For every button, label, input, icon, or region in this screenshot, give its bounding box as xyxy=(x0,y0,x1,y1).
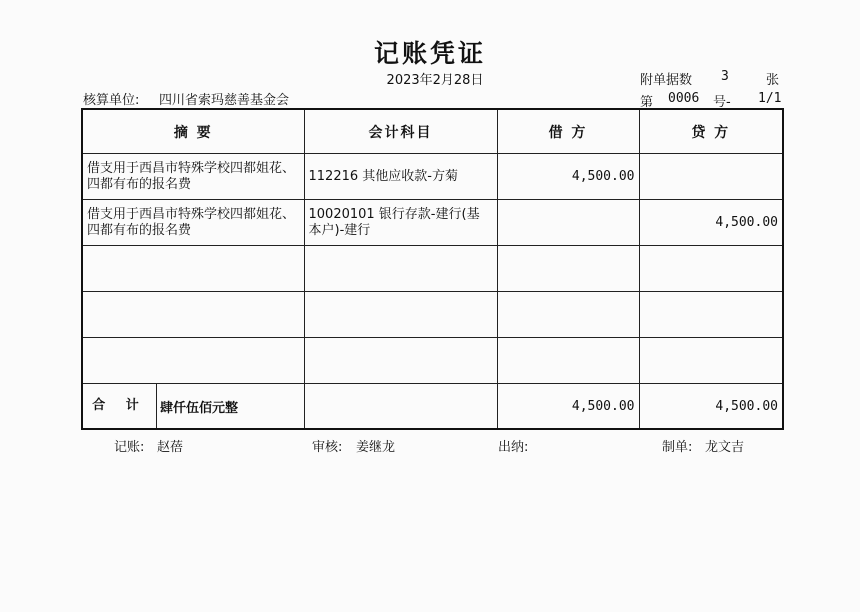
entry-summary: 借支用于西昌市特殊学校四都姐花、四都有布的报名费 xyxy=(82,200,304,246)
entry-account xyxy=(304,246,497,292)
entry-debit: 4,500.00 xyxy=(497,154,639,200)
entry-credit xyxy=(639,338,783,384)
reviewer-label: 审核: xyxy=(312,440,343,455)
voucher-number-suffix: 号- xyxy=(713,95,731,110)
header-credit: 贷 方 xyxy=(639,109,783,154)
voucher-table xyxy=(81,108,784,430)
entry-credit xyxy=(639,246,783,292)
header-summary: 摘 要 xyxy=(82,109,304,154)
voucher-page: 1/1 xyxy=(758,91,782,106)
cashier-label: 出纳: xyxy=(498,440,529,455)
preparer-name: 龙文吉 xyxy=(705,440,745,455)
bookkeeper-label: 记账: xyxy=(114,440,145,455)
total-account-cell xyxy=(304,384,497,430)
entry-summary xyxy=(82,292,304,338)
entry-summary xyxy=(82,246,304,292)
entry-account xyxy=(304,292,497,338)
entry-account: 10020101 银行存款-建行(基本户)-建行 xyxy=(304,200,497,246)
reviewer-name: 姜继龙 xyxy=(356,440,396,455)
attachments-count: 3 xyxy=(721,69,729,84)
entry-account: 112216 其他应收款-方菊 xyxy=(304,154,497,200)
total-summary-cell xyxy=(82,384,304,430)
preparer-label: 制单: xyxy=(662,440,693,455)
entry-credit: 4,500.00 xyxy=(639,200,783,246)
entry-summary xyxy=(82,338,304,384)
entry-debit xyxy=(497,200,639,246)
table-row xyxy=(82,292,783,338)
table-row xyxy=(82,338,783,384)
total-debit: 4,500.00 xyxy=(497,384,639,430)
voucher-number-prefix: 第 xyxy=(640,95,654,110)
unit-label: 核算单位: xyxy=(83,93,140,108)
entry-credit xyxy=(639,154,783,200)
total-amount-words: 肆仟伍佰元整 xyxy=(160,400,239,416)
bookkeeper-name: 赵蓓 xyxy=(157,440,184,455)
total-row xyxy=(82,384,783,430)
attachments-unit: 张 xyxy=(766,73,780,88)
total-label: 合 计 xyxy=(83,384,157,428)
voucher-number: 0006 xyxy=(668,91,700,106)
unit-name: 四川省索玛慈善基金会 xyxy=(159,93,290,108)
table-row xyxy=(82,154,783,200)
voucher-title: 记账凭证 xyxy=(373,39,486,68)
entry-account xyxy=(304,338,497,384)
entry-credit xyxy=(639,292,783,338)
table-row xyxy=(82,200,783,246)
entry-debit xyxy=(497,246,639,292)
header-account: 会计科目 xyxy=(304,109,497,154)
entry-debit xyxy=(497,292,639,338)
entry-debit xyxy=(497,338,639,384)
attachments-label: 附单据数 xyxy=(640,73,693,88)
header-debit: 借 方 xyxy=(497,109,639,154)
total-credit: 4,500.00 xyxy=(639,384,783,430)
header-row xyxy=(82,109,783,154)
table-row xyxy=(82,246,783,292)
voucher-date: 2023年2月28日 xyxy=(386,73,484,88)
entry-summary: 借支用于西昌市特殊学校四都姐花、四都有布的报名费 xyxy=(82,154,304,200)
